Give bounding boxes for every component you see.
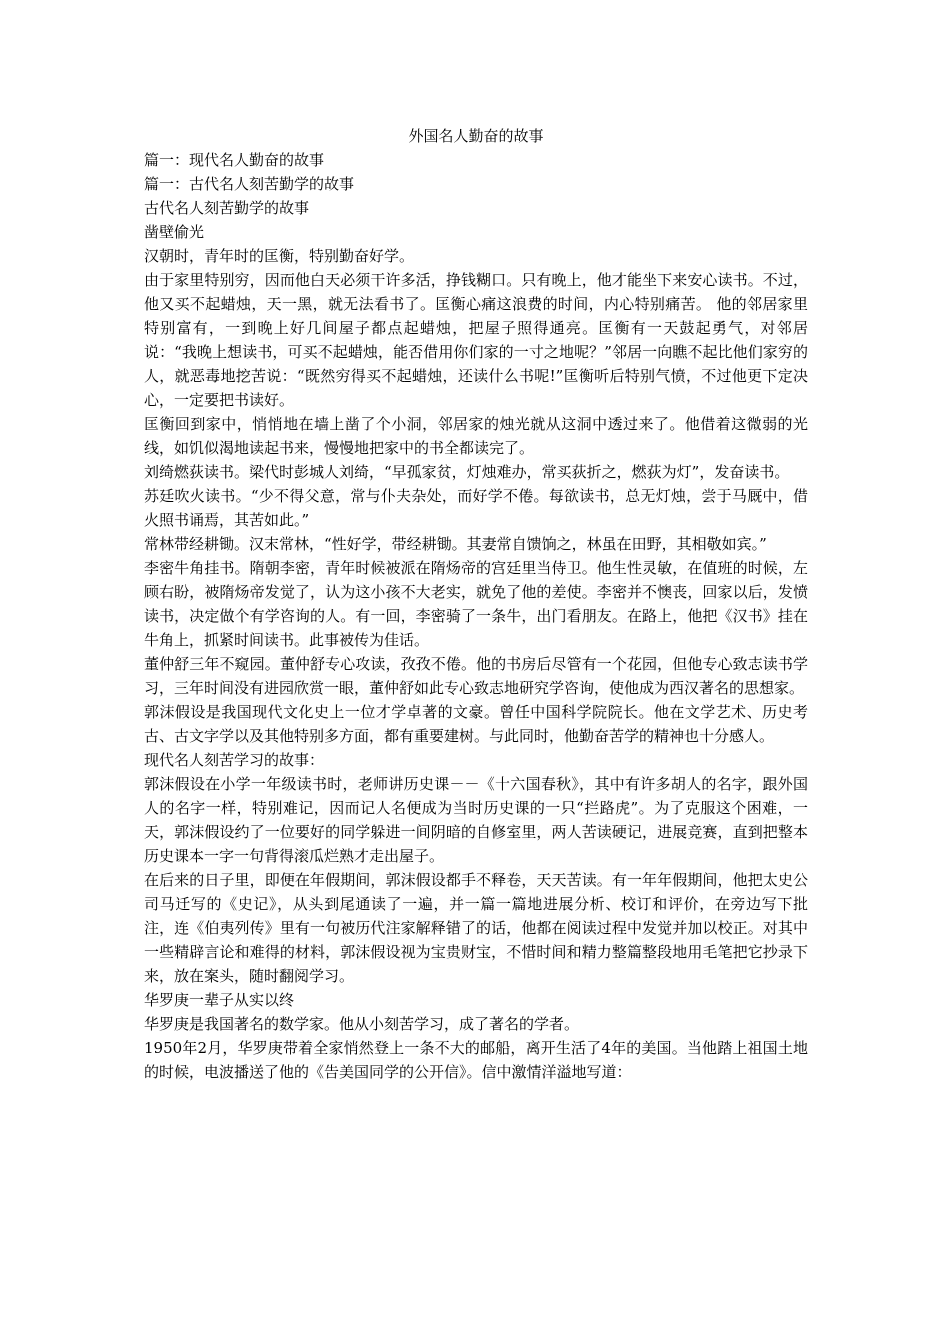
document-title: 外国名人勤奋的故事 bbox=[408, 127, 544, 145]
paragraph: 篇一：现代名人勤奋的故事 bbox=[144, 151, 325, 169]
paragraph: 匡衡回到家中，悄悄地在墙上凿了个小洞，邻居家的烛光就从这洞中透过来了。他借着这微弱的光线，如饥似渴地读起书来，慢慢地把家中的书全都读完了。 bbox=[144, 415, 808, 457]
paragraph: 常林带经耕锄。汉末常林，“性好学，带经耕锄。其妻常自馈饷之，林虽在田野，其相敬如宾。” bbox=[144, 535, 767, 553]
paragraph: 董仲舒三年不窥园。董仲舒专心攻读，孜孜不倦。他的书房后尽管有一个花园，但他专心致志读书学习，三年时间没有进园欣赏一眼，董仲舒如此专心致志地研究学咨询，使他成为西汉著名的思想家。 bbox=[144, 655, 808, 697]
paragraph: 篇一：古代名人刻苦勤学的故事 bbox=[144, 175, 355, 193]
paragraph: 李密牛角挂书。隋朝李密，青年时候被派在隋炀帝的宫廷里当侍卫。他生性灵敏，在值班的时候，左顾右盼，被隋炀帝发觉了，认为这小孩不大老实，就免了他的差使。李密并不懊丧，回家以后，发愤读书，决定做个有学咨询的人。有一回，李密骑了一条牛，出门看朋友。在路上，他把《汉书》挂在牛角上，抓紧时间读书。此事被传为佳话。 bbox=[144, 559, 808, 649]
paragraph: 古代名人刻苦勤学的故事 bbox=[144, 199, 310, 217]
paragraph: 凿壁偷光 bbox=[144, 223, 205, 241]
paragraph: 苏廷吹火读书。“少不得父意，常与仆夫杂处，而好学不倦。每欲读书，总无灯烛，尝于马厩中，借火照书诵焉，其苦如此。” bbox=[144, 487, 808, 529]
paragraph: 1950年2月，华罗庚带着全家悄然登上一条不大的邮船，离开生活了4年的美国。当他踏上祖国土地的时候，电波播送了他的《告美国同学的公开信》。信中激情洋溢地写道： bbox=[144, 1039, 808, 1081]
paragraph: 郭沫假设是我国现代文化史上一位才学卓著的文豪。曾任中国科学院院长。他在文学艺术、历史考古、古文字学以及其他特别多方面，都有重要建树。与此同时，他勤奋苦学的精神也十分感人。 bbox=[144, 703, 808, 745]
document-page bbox=[144, 124, 808, 1084]
paragraph: 现代名人刻苦学习的故事： bbox=[144, 751, 325, 769]
paragraph: 汉朝时，青年时的匡衡，特别勤奋好学。 bbox=[144, 247, 415, 265]
paragraph: 华罗庚是我国著名的数学家。他从小刻苦学习，成了著名的学者。 bbox=[144, 1015, 580, 1033]
paragraph: 刘绮燃荻读书。梁代时彭城人刘绮，“早孤家贫，灯烛难办，常买荻折之，燃荻为灯”，发奋读书。 bbox=[144, 463, 790, 481]
paragraph: 在后来的日子里，即便在年假期间，郭沫假设都手不释卷，天天苦读。有一年年假期间，他把太史公司马迁写的《史记》，从头到尾通读了一遍，并一篇一篇地进展分析、校订和评价，在旁边写下批注，连《伯夷列传》里有一句被历代注家解释错了的话，他都在阅读过程中发觉并加以校正。对其中一些精辟言论和难得的材料，郭沫假设视为宝贵财宝，不惜时间和精力整篇整段地用毛笔把它抄录下来，放在案头，随时翻阅学习。 bbox=[144, 871, 808, 985]
paragraph: 郭沫假设在小学一年级读书时，老师讲历史课－－《十六国春秋》，其中有许多胡人的名字，跟外国人的名字一样，特别难记，因而记人名便成为当时历史课的一只“拦路虎”。为了克服这个困难，一天，郭沫假设约了一位要好的同学躲进一间阴暗的自修室里，两人苦读硬记，进展竞赛，直到把整本历史课本一字一句背得滚瓜烂熟才走出屋子。 bbox=[144, 775, 808, 865]
paragraph: 由于家里特别穷，因而他白天必须干许多活，挣钱糊口。只有晚上，他才能坐下来安心读书。不过，他又买不起蜡烛，天一黑，就无法看书了。匡衡心痛这浪费的时间，内心特别痛苦。 他的邻居家里特别富有，一到晚上好几间屋子都点起蜡烛，把屋子照得通亮。匡衡有一天鼓起勇气，对邻居说：“我晚上想读书，可买不起蜡烛，能否借用你们家的一寸之地呢？”邻居一向瞧不起比他们家穷的人，就恶毒地挖苦说：“既然穷得买不起蜡烛，还读什么书呢!”匡衡听后特别气愤，不过他更下定决心，一定要把书读好。 bbox=[144, 271, 808, 409]
paragraph: 华罗庚一辈子从实以终 bbox=[144, 991, 295, 1009]
